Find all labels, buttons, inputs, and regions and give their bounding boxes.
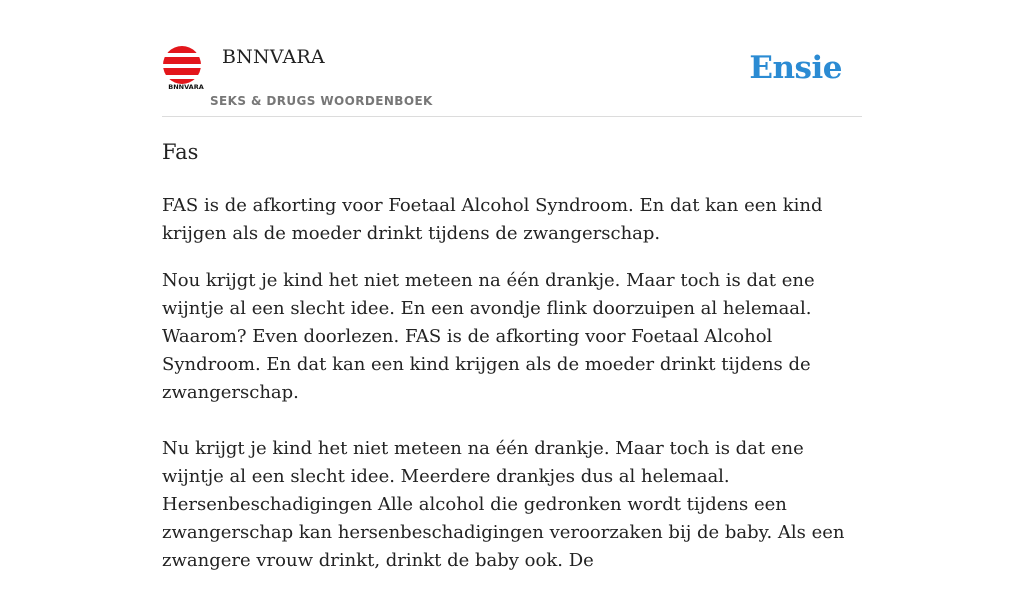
entry-body: [162, 192, 867, 594]
header: [162, 0, 862, 117]
entry-title: Fas: [162, 140, 199, 164]
entry-paragraph: FAS is de afkorting voor Foetaal Alcohol Syndroom. En dat kan een kind krijgen als de moeder drinkt tijdens de zwangerschap.: [162, 195, 823, 244]
svg-text:BNNVARA: BNNVARA: [168, 83, 204, 91]
entry-paragraph: Nou krijgt je kind het niet meteen na één drankje. Maar toch is dat ene wijntje al een slecht idee. En een avondje flink doorzuipen al helemaal. Waarom? Even doorlezen. FAS is de afkorting voor Foetaal Alcohol Syndroom. En dat kan een kind krijgen als de moeder drinkt tijdens de zwangerschap. Nu krijgt je kind het niet meteen na één drankje. Maar toch is dat ene wijntje al een slecht idee. Meerdere drankjes dus al helemaal. Hersenbeschadigingen Alle alcohol die gedronken wordt tijdens een zwangerschap kan hersenbeschadigingen veroorzaken bij de baby. Als een zwangere vrouw drinkt, drinkt de baby ook. De: [162, 270, 845, 571]
dictionary-subtitle[interactable]: SEKS & DRUGS WOORDENBOEK: [210, 94, 433, 108]
ensie-logo-link[interactable]: Ensie: [749, 50, 842, 86]
bnnvara-logo[interactable]: [162, 46, 202, 90]
brand-name[interactable]: BNNVARA: [222, 46, 325, 68]
